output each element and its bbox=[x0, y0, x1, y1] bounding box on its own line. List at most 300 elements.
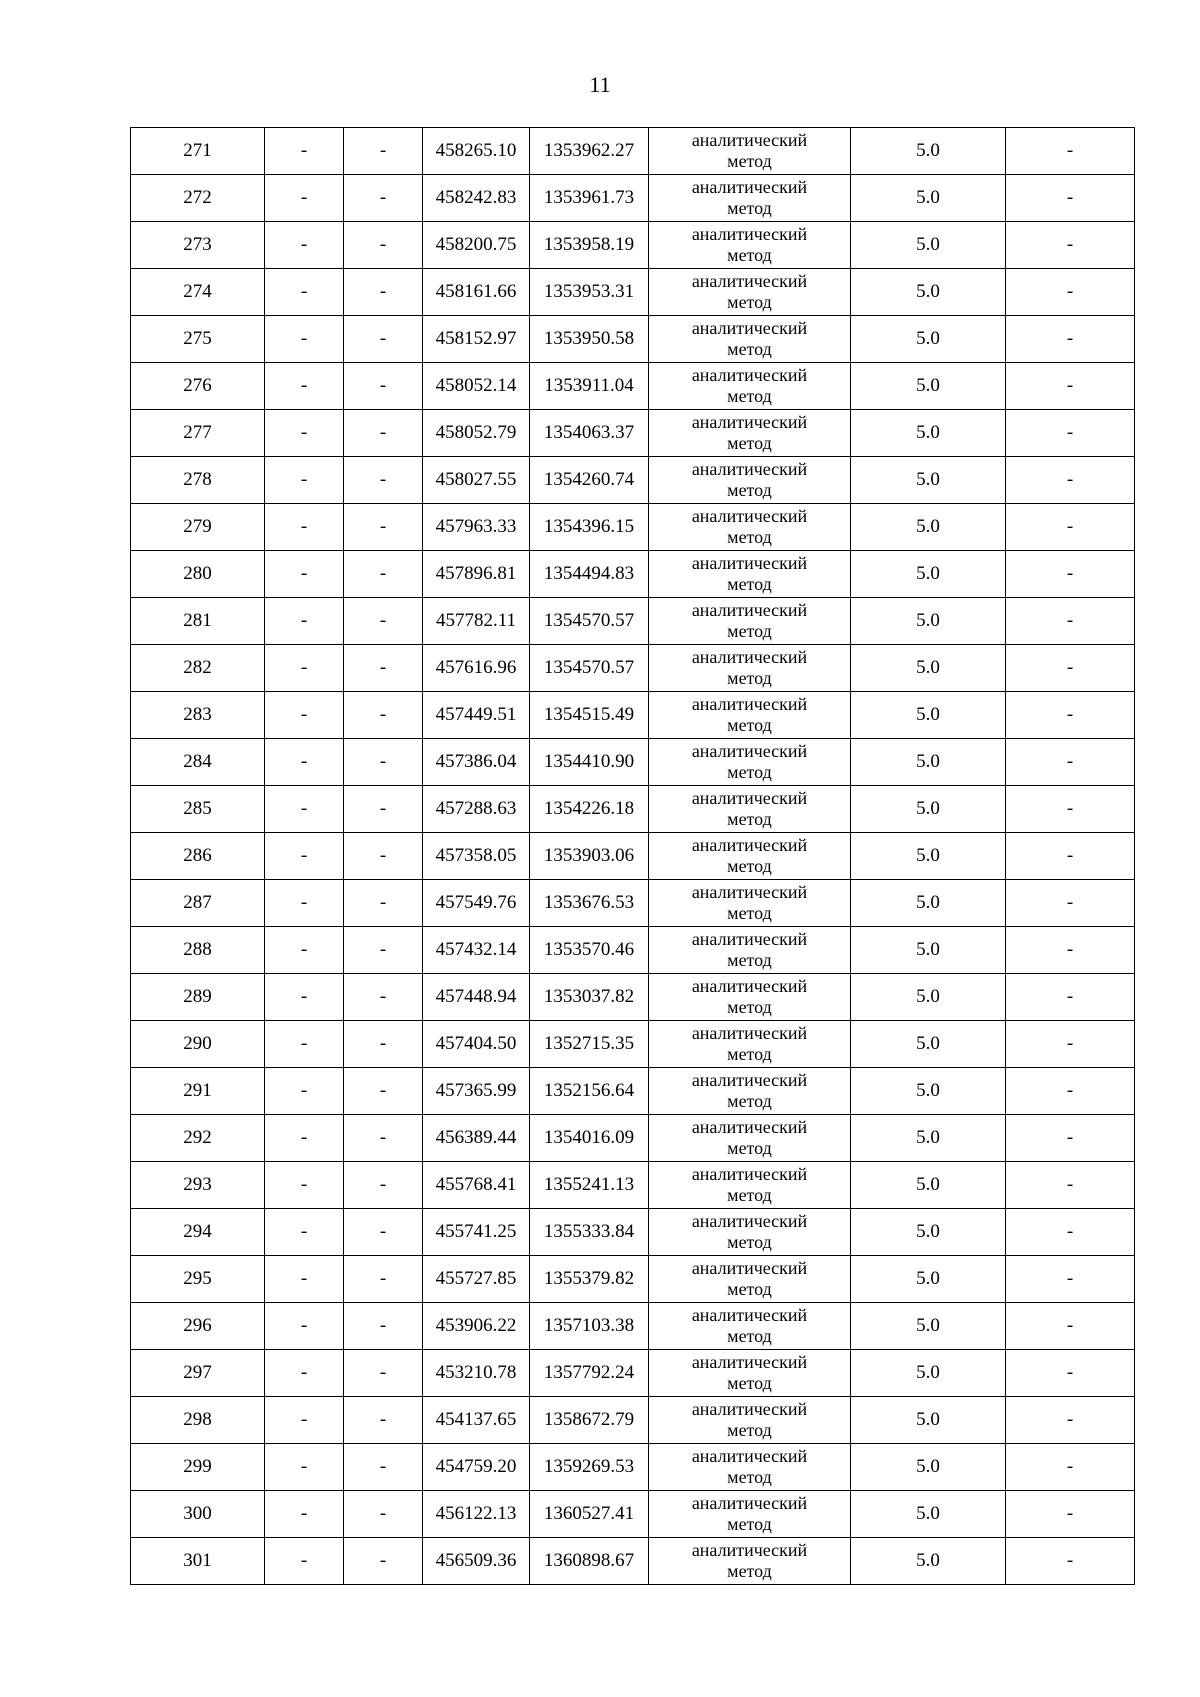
method-cell bbox=[649, 269, 851, 316]
x-coordinate-cell: 458200.75 bbox=[423, 222, 530, 269]
y-coordinate-cell: 1353958.19 bbox=[530, 222, 649, 269]
point-number-cell: 282 bbox=[131, 645, 265, 692]
y-coordinate-cell: 1357103.38 bbox=[530, 1303, 649, 1350]
x-coordinate-cell: 456389.44 bbox=[423, 1115, 530, 1162]
note-cell: - bbox=[1006, 457, 1135, 504]
empty-column-2-cell: - bbox=[344, 316, 423, 363]
accuracy-cell: 5.0 bbox=[851, 410, 1006, 457]
method-line-2: метод bbox=[727, 339, 772, 359]
point-number-cell: 296 bbox=[131, 1303, 265, 1350]
method-cell bbox=[649, 786, 851, 833]
point-number-cell: 300 bbox=[131, 1491, 265, 1538]
empty-column-2-cell: - bbox=[344, 1115, 423, 1162]
x-coordinate-cell: 457358.05 bbox=[423, 833, 530, 880]
table-row bbox=[131, 128, 1135, 175]
method-cell bbox=[649, 1162, 851, 1209]
empty-column-2-cell: - bbox=[344, 974, 423, 1021]
note-cell: - bbox=[1006, 1491, 1135, 1538]
method-line-1: аналитический bbox=[691, 1493, 808, 1513]
accuracy-cell: 5.0 bbox=[851, 739, 1006, 786]
method-line-1: аналитический bbox=[691, 1446, 808, 1466]
empty-column-1-cell: - bbox=[265, 1397, 344, 1444]
method-line-1: аналитический bbox=[691, 741, 808, 761]
table-row bbox=[131, 1350, 1135, 1397]
x-coordinate-cell: 455727.85 bbox=[423, 1256, 530, 1303]
accuracy-cell: 5.0 bbox=[851, 1209, 1006, 1256]
method-cell bbox=[649, 551, 851, 598]
table-row bbox=[131, 880, 1135, 927]
accuracy-cell: 5.0 bbox=[851, 833, 1006, 880]
y-coordinate-cell: 1353911.04 bbox=[530, 363, 649, 410]
method-line-2: метод bbox=[727, 386, 772, 406]
page-number: 11 bbox=[589, 72, 611, 97]
method-line-1: аналитический bbox=[691, 271, 808, 291]
method-line-1: аналитический bbox=[691, 882, 808, 902]
empty-column-2-cell: - bbox=[344, 1068, 423, 1115]
empty-column-1-cell: - bbox=[265, 645, 344, 692]
point-number-cell: 276 bbox=[131, 363, 265, 410]
empty-column-1-cell: - bbox=[265, 786, 344, 833]
empty-column-1-cell: - bbox=[265, 269, 344, 316]
note-cell: - bbox=[1006, 1397, 1135, 1444]
table-row bbox=[131, 1256, 1135, 1303]
point-number-cell: 297 bbox=[131, 1350, 265, 1397]
point-number-cell: 288 bbox=[131, 927, 265, 974]
empty-column-2-cell: - bbox=[344, 551, 423, 598]
table-row bbox=[131, 645, 1135, 692]
method-line-1: аналитический bbox=[691, 1352, 808, 1372]
method-cell bbox=[649, 128, 851, 175]
empty-column-1-cell: - bbox=[265, 1303, 344, 1350]
x-coordinate-cell: 458161.66 bbox=[423, 269, 530, 316]
method-cell bbox=[649, 692, 851, 739]
point-number-cell: 294 bbox=[131, 1209, 265, 1256]
y-coordinate-cell: 1353950.58 bbox=[530, 316, 649, 363]
x-coordinate-cell: 454137.65 bbox=[423, 1397, 530, 1444]
empty-column-2-cell: - bbox=[344, 222, 423, 269]
x-coordinate-cell: 454759.20 bbox=[423, 1444, 530, 1491]
method-line-2: метод bbox=[727, 1279, 772, 1299]
empty-column-2-cell: - bbox=[344, 1209, 423, 1256]
empty-column-2-cell: - bbox=[344, 598, 423, 645]
method-cell bbox=[649, 363, 851, 410]
empty-column-2-cell: - bbox=[344, 457, 423, 504]
empty-column-2-cell: - bbox=[344, 786, 423, 833]
note-cell: - bbox=[1006, 410, 1135, 457]
empty-column-2-cell: - bbox=[344, 1444, 423, 1491]
table-row bbox=[131, 363, 1135, 410]
method-line-1: аналитический bbox=[691, 647, 808, 667]
accuracy-cell: 5.0 bbox=[851, 363, 1006, 410]
point-number-cell: 285 bbox=[131, 786, 265, 833]
method-line-2: метод bbox=[727, 1232, 772, 1252]
method-cell bbox=[649, 1115, 851, 1162]
empty-column-1-cell: - bbox=[265, 1021, 344, 1068]
x-coordinate-cell: 456509.36 bbox=[423, 1538, 530, 1585]
method-line-2: метод bbox=[727, 715, 772, 735]
method-cell bbox=[649, 1256, 851, 1303]
method-line-1: аналитический bbox=[691, 835, 808, 855]
empty-column-2-cell: - bbox=[344, 692, 423, 739]
note-cell: - bbox=[1006, 1209, 1135, 1256]
x-coordinate-cell: 457432.14 bbox=[423, 927, 530, 974]
table-row bbox=[131, 410, 1135, 457]
empty-column-1-cell: - bbox=[265, 692, 344, 739]
y-coordinate-cell: 1353570.46 bbox=[530, 927, 649, 974]
note-cell: - bbox=[1006, 645, 1135, 692]
method-line-2: метод bbox=[727, 1373, 772, 1393]
table-row bbox=[131, 1068, 1135, 1115]
note-cell: - bbox=[1006, 1303, 1135, 1350]
method-line-1: аналитический bbox=[691, 1258, 808, 1278]
point-number-cell: 275 bbox=[131, 316, 265, 363]
x-coordinate-cell: 457288.63 bbox=[423, 786, 530, 833]
empty-column-2-cell: - bbox=[344, 833, 423, 880]
accuracy-cell: 5.0 bbox=[851, 598, 1006, 645]
table-row bbox=[131, 739, 1135, 786]
method-line-2: метод bbox=[727, 903, 772, 923]
method-line-1: аналитический bbox=[691, 1070, 808, 1090]
point-number-cell: 273 bbox=[131, 222, 265, 269]
method-cell bbox=[649, 833, 851, 880]
empty-column-1-cell: - bbox=[265, 316, 344, 363]
y-coordinate-cell: 1354226.18 bbox=[530, 786, 649, 833]
method-cell bbox=[649, 974, 851, 1021]
coordinates-table bbox=[130, 127, 1135, 1585]
method-line-2: метод bbox=[727, 950, 772, 970]
empty-column-1-cell: - bbox=[265, 175, 344, 222]
method-line-2: метод bbox=[727, 1138, 772, 1158]
empty-column-1-cell: - bbox=[265, 598, 344, 645]
empty-column-1-cell: - bbox=[265, 880, 344, 927]
empty-column-2-cell: - bbox=[344, 1491, 423, 1538]
point-number-cell: 284 bbox=[131, 739, 265, 786]
method-cell bbox=[649, 1538, 851, 1585]
table-row bbox=[131, 316, 1135, 363]
empty-column-1-cell: - bbox=[265, 457, 344, 504]
empty-column-2-cell: - bbox=[344, 269, 423, 316]
method-line-1: аналитический bbox=[691, 1164, 808, 1184]
note-cell: - bbox=[1006, 269, 1135, 316]
point-number-cell: 277 bbox=[131, 410, 265, 457]
accuracy-cell: 5.0 bbox=[851, 1491, 1006, 1538]
method-line-2: метод bbox=[727, 1420, 772, 1440]
table-row bbox=[131, 1209, 1135, 1256]
method-line-1: аналитический bbox=[691, 553, 808, 573]
accuracy-cell: 5.0 bbox=[851, 175, 1006, 222]
method-line-1: аналитический bbox=[691, 130, 808, 150]
accuracy-cell: 5.0 bbox=[851, 786, 1006, 833]
accuracy-cell: 5.0 bbox=[851, 1162, 1006, 1209]
empty-column-2-cell: - bbox=[344, 1021, 423, 1068]
method-line-1: аналитический bbox=[691, 1023, 808, 1043]
method-line-2: метод bbox=[727, 151, 772, 171]
table-row bbox=[131, 1162, 1135, 1209]
accuracy-cell: 5.0 bbox=[851, 316, 1006, 363]
method-line-1: аналитический bbox=[691, 694, 808, 714]
table-row bbox=[131, 504, 1135, 551]
method-line-2: метод bbox=[727, 1514, 772, 1534]
empty-column-2-cell: - bbox=[344, 645, 423, 692]
y-coordinate-cell: 1354410.90 bbox=[530, 739, 649, 786]
table-row bbox=[131, 786, 1135, 833]
y-coordinate-cell: 1353962.27 bbox=[530, 128, 649, 175]
point-number-cell: 278 bbox=[131, 457, 265, 504]
empty-column-2-cell: - bbox=[344, 1162, 423, 1209]
point-number-cell: 295 bbox=[131, 1256, 265, 1303]
point-number-cell: 280 bbox=[131, 551, 265, 598]
method-cell bbox=[649, 1209, 851, 1256]
note-cell: - bbox=[1006, 1350, 1135, 1397]
method-line-2: метод bbox=[727, 527, 772, 547]
empty-column-1-cell: - bbox=[265, 1256, 344, 1303]
method-line-2: метод bbox=[727, 292, 772, 312]
point-number-cell: 272 bbox=[131, 175, 265, 222]
y-coordinate-cell: 1360898.67 bbox=[530, 1538, 649, 1585]
table-row bbox=[131, 1021, 1135, 1068]
method-cell bbox=[649, 504, 851, 551]
method-line-2: метод bbox=[727, 1185, 772, 1205]
y-coordinate-cell: 1357792.24 bbox=[530, 1350, 649, 1397]
point-number-cell: 289 bbox=[131, 974, 265, 1021]
note-cell: - bbox=[1006, 1068, 1135, 1115]
note-cell: - bbox=[1006, 175, 1135, 222]
y-coordinate-cell: 1353037.82 bbox=[530, 974, 649, 1021]
method-line-1: аналитический bbox=[691, 600, 808, 620]
method-line-2: метод bbox=[727, 809, 772, 829]
note-cell: - bbox=[1006, 1444, 1135, 1491]
method-line-1: аналитический bbox=[691, 1305, 808, 1325]
table-body bbox=[131, 128, 1135, 1585]
empty-column-1-cell: - bbox=[265, 1491, 344, 1538]
empty-column-2-cell: - bbox=[344, 1397, 423, 1444]
method-line-1: аналитический bbox=[691, 459, 808, 479]
table-row bbox=[131, 1444, 1135, 1491]
note-cell: - bbox=[1006, 1162, 1135, 1209]
table-row bbox=[131, 692, 1135, 739]
method-cell bbox=[649, 1491, 851, 1538]
empty-column-2-cell: - bbox=[344, 128, 423, 175]
method-line-2: метод bbox=[727, 856, 772, 876]
y-coordinate-cell: 1353953.31 bbox=[530, 269, 649, 316]
method-line-2: метод bbox=[727, 668, 772, 688]
accuracy-cell: 5.0 bbox=[851, 880, 1006, 927]
x-coordinate-cell: 458052.79 bbox=[423, 410, 530, 457]
x-coordinate-cell: 457404.50 bbox=[423, 1021, 530, 1068]
note-cell: - bbox=[1006, 974, 1135, 1021]
method-line-1: аналитический bbox=[691, 1211, 808, 1231]
empty-column-2-cell: - bbox=[344, 739, 423, 786]
point-number-cell: 271 bbox=[131, 128, 265, 175]
empty-column-1-cell: - bbox=[265, 1209, 344, 1256]
method-line-2: метод bbox=[727, 1044, 772, 1064]
table-row bbox=[131, 175, 1135, 222]
note-cell: - bbox=[1006, 1256, 1135, 1303]
method-line-2: метод bbox=[727, 433, 772, 453]
table-row bbox=[131, 1538, 1135, 1585]
x-coordinate-cell: 457449.51 bbox=[423, 692, 530, 739]
note-cell: - bbox=[1006, 316, 1135, 363]
accuracy-cell: 5.0 bbox=[851, 1538, 1006, 1585]
accuracy-cell: 5.0 bbox=[851, 1444, 1006, 1491]
empty-column-1-cell: - bbox=[265, 1444, 344, 1491]
x-coordinate-cell: 458052.14 bbox=[423, 363, 530, 410]
method-line-1: аналитический bbox=[691, 929, 808, 949]
point-number-cell: 298 bbox=[131, 1397, 265, 1444]
table-row bbox=[131, 833, 1135, 880]
method-cell bbox=[649, 598, 851, 645]
note-cell: - bbox=[1006, 128, 1135, 175]
method-cell bbox=[649, 1444, 851, 1491]
table-row bbox=[131, 551, 1135, 598]
note-cell: - bbox=[1006, 927, 1135, 974]
x-coordinate-cell: 457365.99 bbox=[423, 1068, 530, 1115]
y-coordinate-cell: 1355241.13 bbox=[530, 1162, 649, 1209]
point-number-cell: 292 bbox=[131, 1115, 265, 1162]
method-cell bbox=[649, 1303, 851, 1350]
y-coordinate-cell: 1359269.53 bbox=[530, 1444, 649, 1491]
point-number-cell: 283 bbox=[131, 692, 265, 739]
method-line-2: метод bbox=[727, 1326, 772, 1346]
y-coordinate-cell: 1353676.53 bbox=[530, 880, 649, 927]
accuracy-cell: 5.0 bbox=[851, 457, 1006, 504]
x-coordinate-cell: 457549.76 bbox=[423, 880, 530, 927]
table-row bbox=[131, 598, 1135, 645]
method-cell bbox=[649, 1350, 851, 1397]
method-line-1: аналитический bbox=[691, 1399, 808, 1419]
note-cell: - bbox=[1006, 598, 1135, 645]
note-cell: - bbox=[1006, 1115, 1135, 1162]
table-row bbox=[131, 1303, 1135, 1350]
point-number-cell: 281 bbox=[131, 598, 265, 645]
x-coordinate-cell: 457963.33 bbox=[423, 504, 530, 551]
method-cell bbox=[649, 880, 851, 927]
method-cell bbox=[649, 410, 851, 457]
note-cell: - bbox=[1006, 504, 1135, 551]
empty-column-1-cell: - bbox=[265, 1350, 344, 1397]
y-coordinate-cell: 1354016.09 bbox=[530, 1115, 649, 1162]
method-line-1: аналитический bbox=[691, 224, 808, 244]
y-coordinate-cell: 1353903.06 bbox=[530, 833, 649, 880]
empty-column-2-cell: - bbox=[344, 410, 423, 457]
x-coordinate-cell: 453906.22 bbox=[423, 1303, 530, 1350]
point-number-cell: 287 bbox=[131, 880, 265, 927]
x-coordinate-cell: 457386.04 bbox=[423, 739, 530, 786]
accuracy-cell: 5.0 bbox=[851, 269, 1006, 316]
empty-column-1-cell: - bbox=[265, 974, 344, 1021]
point-number-cell: 290 bbox=[131, 1021, 265, 1068]
y-coordinate-cell: 1360527.41 bbox=[530, 1491, 649, 1538]
y-coordinate-cell: 1354494.83 bbox=[530, 551, 649, 598]
x-coordinate-cell: 455741.25 bbox=[423, 1209, 530, 1256]
x-coordinate-cell: 455768.41 bbox=[423, 1162, 530, 1209]
method-line-2: метод bbox=[727, 1467, 772, 1487]
y-coordinate-cell: 1358672.79 bbox=[530, 1397, 649, 1444]
note-cell: - bbox=[1006, 1021, 1135, 1068]
table-row bbox=[131, 974, 1135, 1021]
point-number-cell: 301 bbox=[131, 1538, 265, 1585]
method-line-2: метод bbox=[727, 762, 772, 782]
y-coordinate-cell: 1355379.82 bbox=[530, 1256, 649, 1303]
point-number-cell: 293 bbox=[131, 1162, 265, 1209]
accuracy-cell: 5.0 bbox=[851, 1397, 1006, 1444]
table-row bbox=[131, 1491, 1135, 1538]
empty-column-1-cell: - bbox=[265, 739, 344, 786]
accuracy-cell: 5.0 bbox=[851, 692, 1006, 739]
table-row bbox=[131, 457, 1135, 504]
accuracy-cell: 5.0 bbox=[851, 927, 1006, 974]
method-line-1: аналитический bbox=[691, 506, 808, 526]
method-line-1: аналитический bbox=[691, 177, 808, 197]
x-coordinate-cell: 453210.78 bbox=[423, 1350, 530, 1397]
table-row bbox=[131, 927, 1135, 974]
method-line-1: аналитический bbox=[691, 1117, 808, 1137]
y-coordinate-cell: 1354570.57 bbox=[530, 645, 649, 692]
x-coordinate-cell: 457782.11 bbox=[423, 598, 530, 645]
empty-column-2-cell: - bbox=[344, 504, 423, 551]
accuracy-cell: 5.0 bbox=[851, 222, 1006, 269]
empty-column-1-cell: - bbox=[265, 1115, 344, 1162]
x-coordinate-cell: 457616.96 bbox=[423, 645, 530, 692]
y-coordinate-cell: 1352156.64 bbox=[530, 1068, 649, 1115]
accuracy-cell: 5.0 bbox=[851, 645, 1006, 692]
empty-column-1-cell: - bbox=[265, 504, 344, 551]
empty-column-2-cell: - bbox=[344, 1256, 423, 1303]
method-cell bbox=[649, 1397, 851, 1444]
point-number-cell: 291 bbox=[131, 1068, 265, 1115]
table-row bbox=[131, 222, 1135, 269]
note-cell: - bbox=[1006, 786, 1135, 833]
empty-column-1-cell: - bbox=[265, 222, 344, 269]
method-cell bbox=[649, 457, 851, 504]
method-line-2: метод bbox=[727, 198, 772, 218]
method-line-2: метод bbox=[727, 1561, 772, 1581]
note-cell: - bbox=[1006, 833, 1135, 880]
method-cell bbox=[649, 1068, 851, 1115]
accuracy-cell: 5.0 bbox=[851, 1350, 1006, 1397]
note-cell: - bbox=[1006, 692, 1135, 739]
empty-column-2-cell: - bbox=[344, 880, 423, 927]
method-line-2: метод bbox=[727, 480, 772, 500]
method-cell bbox=[649, 739, 851, 786]
table-row bbox=[131, 1115, 1135, 1162]
note-cell: - bbox=[1006, 880, 1135, 927]
empty-column-2-cell: - bbox=[344, 927, 423, 974]
y-coordinate-cell: 1354063.37 bbox=[530, 410, 649, 457]
note-cell: - bbox=[1006, 1538, 1135, 1585]
empty-column-1-cell: - bbox=[265, 927, 344, 974]
note-cell: - bbox=[1006, 363, 1135, 410]
x-coordinate-cell: 458265.10 bbox=[423, 128, 530, 175]
x-coordinate-cell: 457896.81 bbox=[423, 551, 530, 598]
accuracy-cell: 5.0 bbox=[851, 504, 1006, 551]
method-line-2: метод bbox=[727, 997, 772, 1017]
method-cell bbox=[649, 316, 851, 363]
empty-column-1-cell: - bbox=[265, 1162, 344, 1209]
x-coordinate-cell: 457448.94 bbox=[423, 974, 530, 1021]
empty-column-2-cell: - bbox=[344, 175, 423, 222]
empty-column-1-cell: - bbox=[265, 363, 344, 410]
x-coordinate-cell: 456122.13 bbox=[423, 1491, 530, 1538]
method-cell bbox=[649, 645, 851, 692]
method-line-1: аналитический bbox=[691, 412, 808, 432]
accuracy-cell: 5.0 bbox=[851, 1115, 1006, 1162]
method-line-2: метод bbox=[727, 1091, 772, 1111]
method-line-2: метод bbox=[727, 245, 772, 265]
empty-column-1-cell: - bbox=[265, 833, 344, 880]
accuracy-cell: 5.0 bbox=[851, 1256, 1006, 1303]
x-coordinate-cell: 458152.97 bbox=[423, 316, 530, 363]
